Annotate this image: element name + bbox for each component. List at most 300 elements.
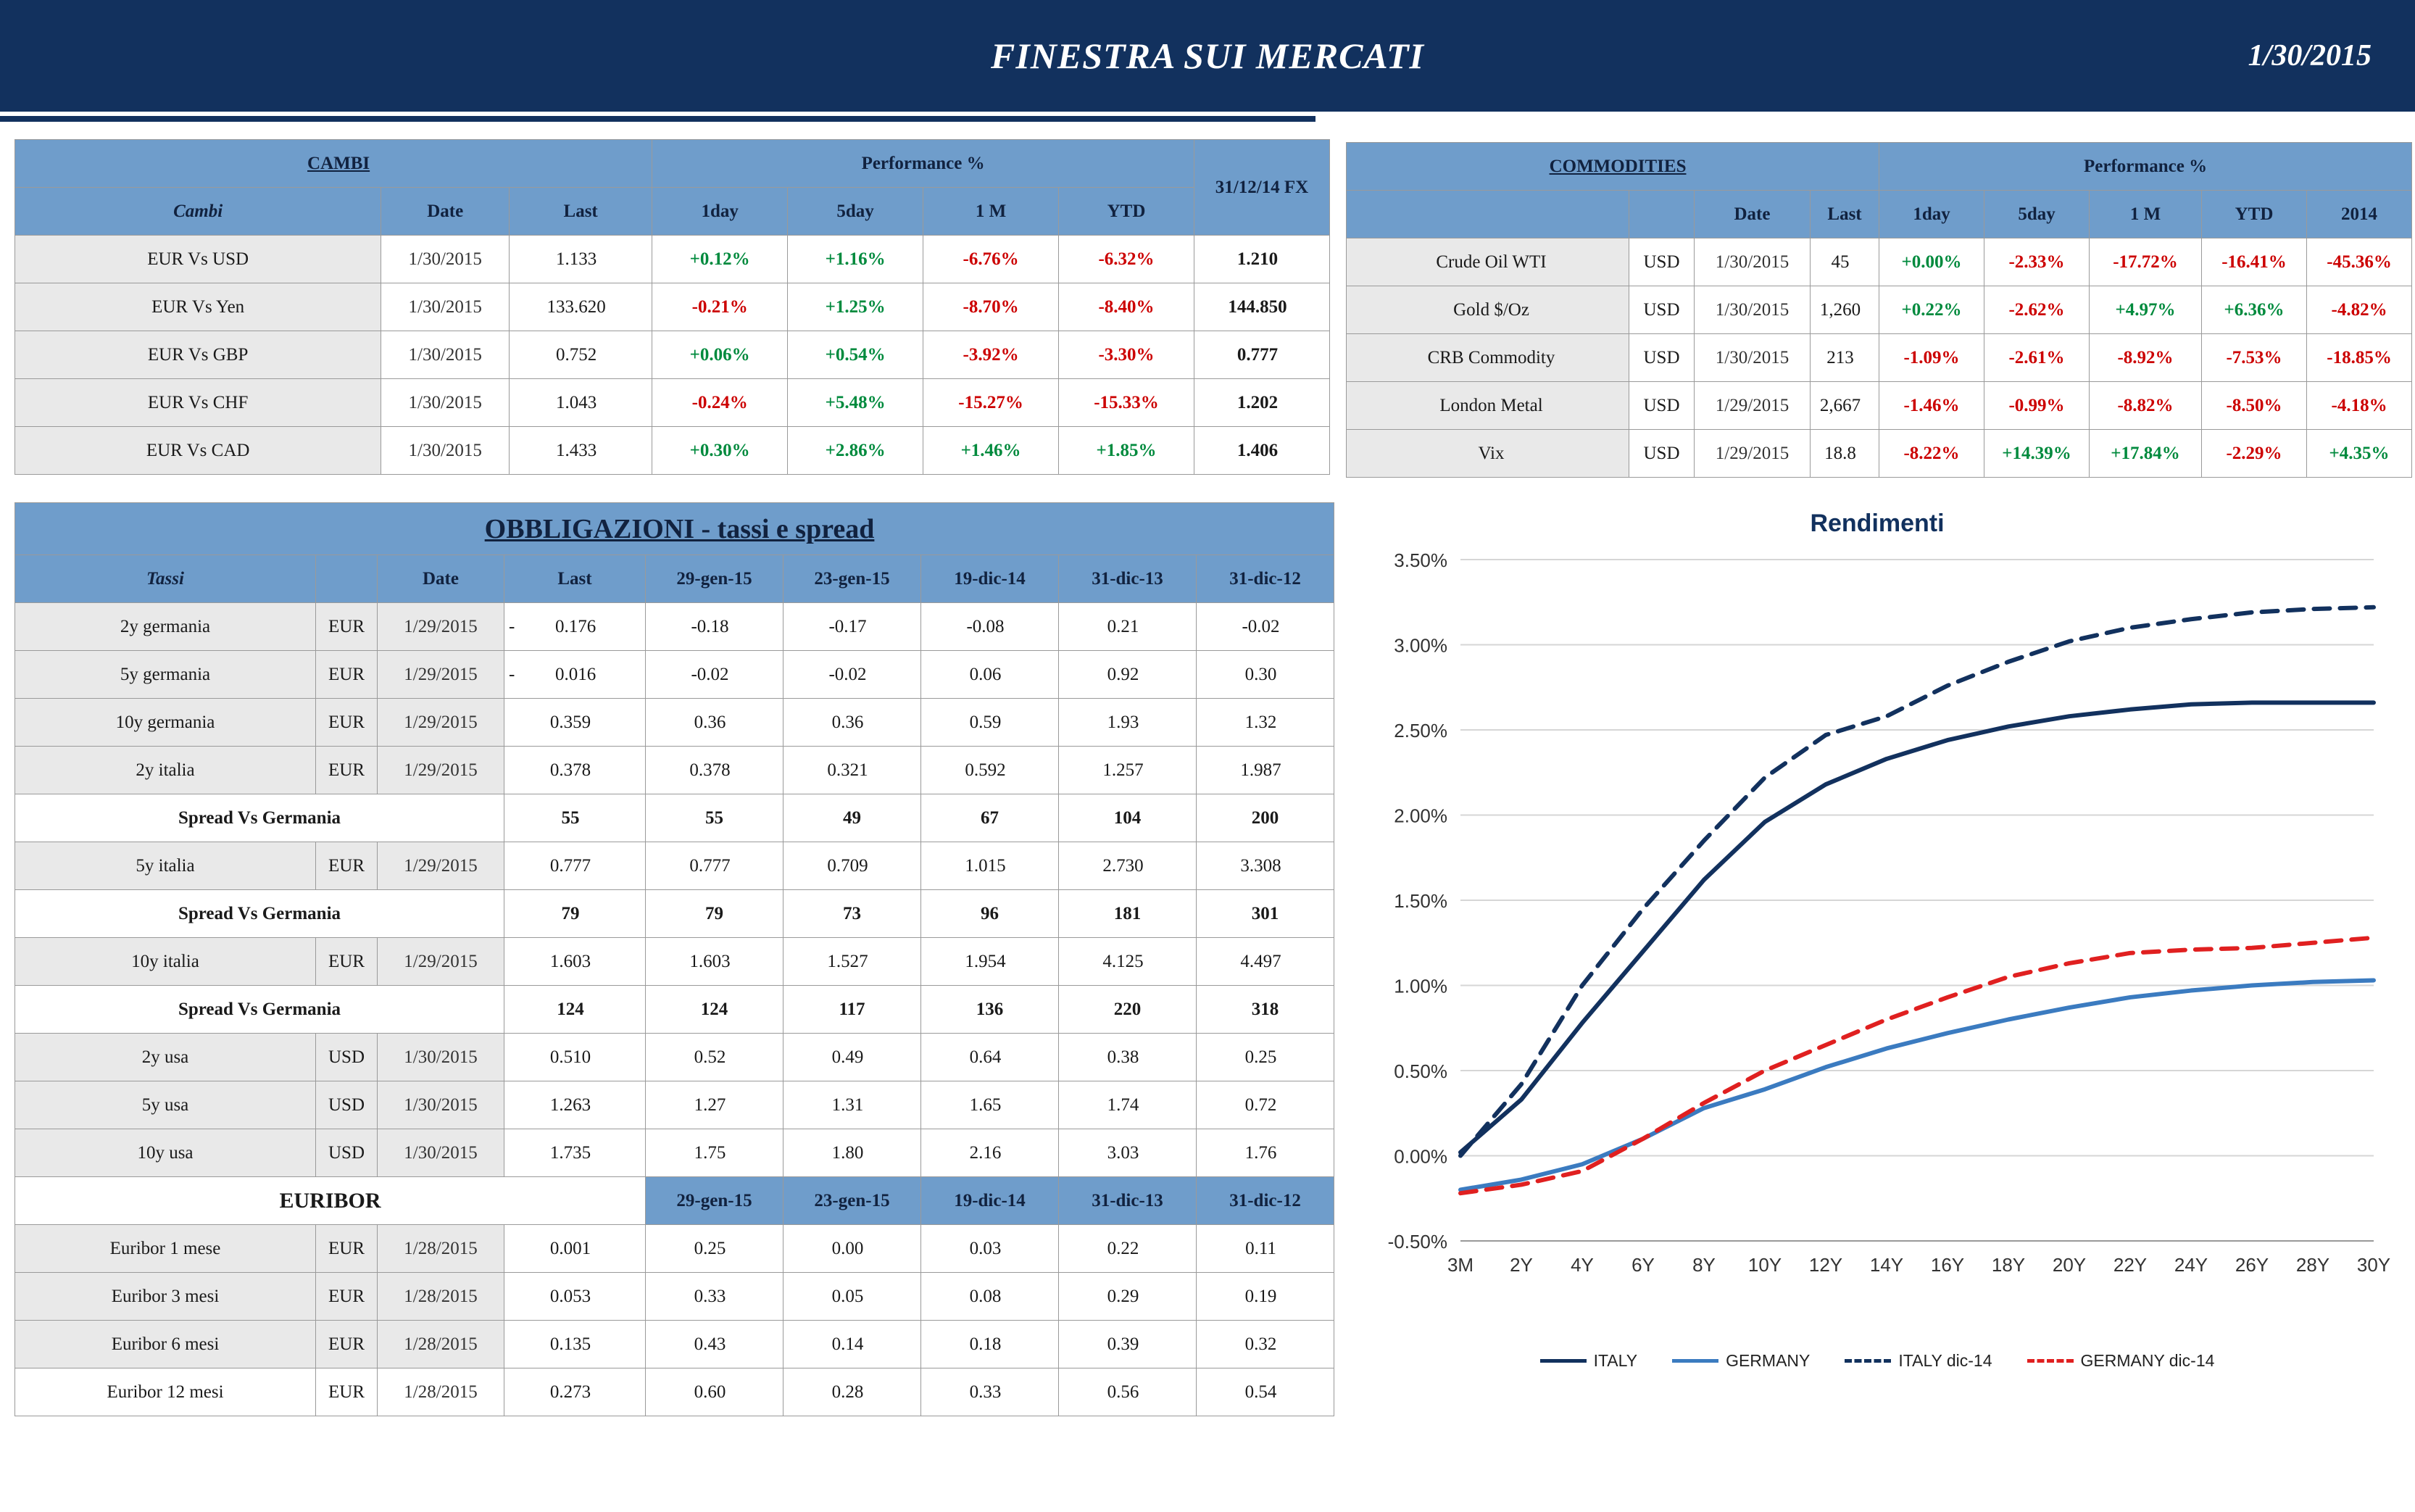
spread-last: 79 <box>504 890 646 938</box>
spread-label: Spread Vs Germania <box>15 986 504 1034</box>
spread-c3: 96 <box>921 890 1059 938</box>
euribor-c5: 0.32 <box>1197 1321 1334 1368</box>
spread-c4: 181 <box>1059 890 1197 938</box>
svg-text:1.00%: 1.00% <box>1394 975 1447 997</box>
euribor-c1: 0.25 <box>646 1225 783 1273</box>
cambi-section <box>14 139 1330 475</box>
cambi-row-name: EUR Vs CAD <box>15 427 381 475</box>
svg-text:2Y: 2Y <box>1510 1254 1533 1276</box>
bond-c2: 1.31 <box>783 1081 921 1129</box>
euribor-ccy: EUR <box>316 1273 378 1321</box>
bond-c5: 1.76 <box>1197 1129 1334 1177</box>
commodity-5day: -2.61% <box>1984 334 2090 382</box>
bond-c3: 1.65 <box>921 1081 1059 1129</box>
cambi-row-ytd: -15.33% <box>1059 379 1194 427</box>
cambi-row-1day: -0.21% <box>652 283 788 331</box>
cambi-row-date: 1/30/2015 <box>381 379 510 427</box>
table-row <box>15 747 1334 794</box>
bond-c4: 0.92 <box>1059 651 1197 699</box>
table-row <box>15 1129 1334 1177</box>
table-row <box>1347 286 2412 334</box>
bond-c2: 0.49 <box>783 1034 921 1081</box>
euribor-c2: 0.05 <box>783 1273 921 1321</box>
euribor-title: EURIBOR <box>15 1177 646 1225</box>
euribor-last: 0.135 <box>504 1321 646 1368</box>
legend-swatch-italy <box>1540 1359 1587 1363</box>
bond-date: 1/29/2015 <box>378 938 504 986</box>
svg-text:0.50%: 0.50% <box>1394 1060 1447 1082</box>
bond-date: 1/29/2015 <box>378 699 504 747</box>
cambi-title: CAMBI <box>15 140 652 188</box>
bond-name: 2y usa <box>15 1034 316 1081</box>
spread-last: 124 <box>504 986 646 1034</box>
legend-swatch-germany-dic14 <box>2027 1359 2074 1363</box>
svg-text:2.50%: 2.50% <box>1394 720 1447 742</box>
euribor-date: 1/28/2015 <box>378 1273 504 1321</box>
spread-c2: 73 <box>783 890 921 938</box>
legend-item-germany-dic14 <box>2027 1351 2215 1371</box>
spread-c5: 200 <box>1197 794 1334 842</box>
bond-ccy: EUR <box>316 603 378 651</box>
table-row <box>15 842 1334 890</box>
cambi-row-date: 1/30/2015 <box>381 236 510 283</box>
spread-c2: 117 <box>783 986 921 1034</box>
legend-label-germany-dic14: GERMANY dic-14 <box>2080 1351 2215 1370</box>
bond-c1: 1.27 <box>646 1081 783 1129</box>
cambi-row-1m: -8.70% <box>923 283 1059 331</box>
cambi-col-name: Cambi <box>15 188 381 236</box>
bond-last: 1.263 <box>504 1081 646 1129</box>
cambi-row-name: EUR Vs GBP <box>15 331 381 379</box>
commodity-last: 213 <box>1811 334 1879 382</box>
cambi-row-1m: -6.76% <box>923 236 1059 283</box>
bond-ccy: EUR <box>316 938 378 986</box>
bond-name: 2y germania <box>15 603 316 651</box>
bond-ccy: EUR <box>316 699 378 747</box>
cambi-performance-header: Performance % <box>652 140 1194 188</box>
euribor-c4: 0.56 <box>1059 1368 1197 1416</box>
table-row-spread <box>15 890 1334 938</box>
euribor-name: Euribor 3 mesi <box>15 1273 316 1321</box>
bond-name: 2y italia <box>15 747 316 794</box>
commodities-section <box>1346 142 2404 478</box>
bond-c1: 0.36 <box>646 699 783 747</box>
table-row-spread <box>15 794 1334 842</box>
bonds-col-date: Date <box>378 555 504 603</box>
cambi-row-5day: +0.54% <box>788 331 923 379</box>
euribor-name: Euribor 1 mese <box>15 1225 316 1273</box>
bond-last-value: 0.176 <box>555 616 597 636</box>
spread-last: 55 <box>504 794 646 842</box>
bond-c5: 3.308 <box>1197 842 1334 890</box>
bond-c5: -0.02 <box>1197 603 1334 651</box>
table-row <box>1347 430 2412 478</box>
euribor-ccy: EUR <box>316 1321 378 1368</box>
commodities-col-5day: 5day <box>1984 191 2090 238</box>
svg-text:28Y: 28Y <box>2295 1254 2330 1276</box>
svg-text:12Y: 12Y <box>1808 1254 1843 1276</box>
spread-c3: 67 <box>921 794 1059 842</box>
svg-text:22Y: 22Y <box>2113 1254 2148 1276</box>
bond-dash: - <box>509 664 515 684</box>
bond-c5: 0.25 <box>1197 1034 1334 1081</box>
bond-name: 5y germania <box>15 651 316 699</box>
euribor-col-c2: 23-gen-15 <box>783 1177 921 1225</box>
legend-label-italy: ITALY <box>1593 1351 1638 1370</box>
cambi-row-5day: +1.16% <box>788 236 923 283</box>
cambi-row-ytd: +1.85% <box>1059 427 1194 475</box>
table-row <box>15 379 1330 427</box>
commodity-date: 1/30/2015 <box>1695 334 1811 382</box>
bond-c1: -0.02 <box>646 651 783 699</box>
legend-label-italy-dic14: ITALY dic-14 <box>1898 1351 1992 1370</box>
commodity-last: 45 <box>1811 238 1879 286</box>
commodity-ytd: -16.41% <box>2202 238 2307 286</box>
table-row <box>1347 334 2412 382</box>
chart-plot-area <box>1352 538 2395 1350</box>
commodity-1m: -8.92% <box>2090 334 2202 382</box>
euribor-c5: 0.11 <box>1197 1225 1334 1273</box>
svg-text:14Y: 14Y <box>1869 1254 1904 1276</box>
euribor-c1: 0.60 <box>646 1368 783 1416</box>
cambi-row-1m: +1.46% <box>923 427 1059 475</box>
bond-last: 0.359 <box>504 699 646 747</box>
bond-c2: -0.17 <box>783 603 921 651</box>
cambi-row-1m: -15.27% <box>923 379 1059 427</box>
bond-c3: 1.954 <box>921 938 1059 986</box>
table-row <box>15 1034 1334 1081</box>
bond-last: 0.510 <box>504 1034 646 1081</box>
commodity-name: Vix <box>1347 430 1629 478</box>
commodity-date: 1/29/2015 <box>1695 430 1811 478</box>
bond-date: 1/29/2015 <box>378 747 504 794</box>
legend-swatch-italy-dic14 <box>1845 1359 1891 1363</box>
bond-c5: 1.32 <box>1197 699 1334 747</box>
bond-last <box>504 603 646 651</box>
commodities-col-2014: 2014 <box>2307 191 2412 238</box>
commodities-col-date: Date <box>1695 191 1811 238</box>
bond-ccy: USD <box>316 1081 378 1129</box>
commodities-col-ytd: YTD <box>2202 191 2307 238</box>
chart-legend <box>1352 1351 2403 1371</box>
cambi-row-date: 1/30/2015 <box>381 331 510 379</box>
svg-text:2.00%: 2.00% <box>1394 805 1447 827</box>
cambi-table <box>14 139 1330 475</box>
commodity-date: 1/30/2015 <box>1695 238 1811 286</box>
bond-c1: 0.52 <box>646 1034 783 1081</box>
bond-c3: 0.64 <box>921 1034 1059 1081</box>
table-row <box>15 283 1330 331</box>
bond-date: 1/30/2015 <box>378 1034 504 1081</box>
cambi-row-1m: -3.92% <box>923 331 1059 379</box>
bond-dash: - <box>509 616 515 636</box>
bond-c5: 0.30 <box>1197 651 1334 699</box>
legend-item-italy-dic14 <box>1845 1351 1992 1371</box>
bond-c4: 1.74 <box>1059 1081 1197 1129</box>
commodity-ytd: +6.36% <box>2202 286 2307 334</box>
cambi-row-1day: -0.24% <box>652 379 788 427</box>
cambi-col-5day: 5day <box>788 188 923 236</box>
commodities-col-last: Last <box>1811 191 1879 238</box>
spread-c1: 55 <box>646 794 783 842</box>
bond-c4: 0.38 <box>1059 1034 1197 1081</box>
euribor-c3: 0.08 <box>921 1273 1059 1321</box>
spread-c5: 301 <box>1197 890 1334 938</box>
euribor-c4: 0.39 <box>1059 1321 1197 1368</box>
svg-text:16Y: 16Y <box>1930 1254 1965 1276</box>
bond-date: 1/30/2015 <box>378 1081 504 1129</box>
bond-c3: -0.08 <box>921 603 1059 651</box>
table-row <box>15 236 1330 283</box>
cambi-col-ytd: YTD <box>1059 188 1194 236</box>
bond-last: 1.603 <box>504 938 646 986</box>
euribor-c1: 0.43 <box>646 1321 783 1368</box>
bonds-col-c2: 23-gen-15 <box>783 555 921 603</box>
cambi-row-fx: 1.202 <box>1194 379 1330 427</box>
cambi-row-name: EUR Vs USD <box>15 236 381 283</box>
spread-c3: 136 <box>921 986 1059 1034</box>
svg-text:3.00%: 3.00% <box>1394 634 1447 657</box>
commodity-ccy: USD <box>1629 430 1695 478</box>
svg-text:-0.50%: -0.50% <box>1387 1231 1447 1253</box>
bond-ccy: EUR <box>316 651 378 699</box>
bond-ccy: EUR <box>316 842 378 890</box>
commodity-2014: -4.82% <box>2307 286 2412 334</box>
commodities-col-ccy <box>1629 191 1695 238</box>
cambi-row-last: 1.433 <box>510 427 652 475</box>
table-row <box>15 603 1334 651</box>
commodity-1m: -17.72% <box>2090 238 2202 286</box>
spread-c2: 49 <box>783 794 921 842</box>
bonds-col-ccy <box>316 555 378 603</box>
svg-text:18Y: 18Y <box>1991 1254 2026 1276</box>
bond-c5: 1.987 <box>1197 747 1334 794</box>
cambi-row-fx: 1.210 <box>1194 236 1330 283</box>
bond-c1: 1.75 <box>646 1129 783 1177</box>
euribor-c4: 0.22 <box>1059 1225 1197 1273</box>
bond-name: 10y usa <box>15 1129 316 1177</box>
bond-date: 1/29/2015 <box>378 651 504 699</box>
svg-text:24Y: 24Y <box>2174 1254 2208 1276</box>
cambi-row-fx: 0.777 <box>1194 331 1330 379</box>
commodity-1day: -8.22% <box>1879 430 1984 478</box>
euribor-last: 0.053 <box>504 1273 646 1321</box>
bond-c3: 2.16 <box>921 1129 1059 1177</box>
bond-c4: 3.03 <box>1059 1129 1197 1177</box>
commodity-name: Crude Oil WTI <box>1347 238 1629 286</box>
spread-label: Spread Vs Germania <box>15 794 504 842</box>
bond-c4: 1.257 <box>1059 747 1197 794</box>
bond-c4: 1.93 <box>1059 699 1197 747</box>
bond-c3: 0.592 <box>921 747 1059 794</box>
commodity-1day: -1.46% <box>1879 382 1984 430</box>
commodity-name: Gold $/Oz <box>1347 286 1629 334</box>
table-row <box>1347 238 2412 286</box>
bond-last <box>504 651 646 699</box>
table-row <box>15 1273 1334 1321</box>
euribor-date: 1/28/2015 <box>378 1368 504 1416</box>
cambi-row-fx: 1.406 <box>1194 427 1330 475</box>
euribor-date: 1/28/2015 <box>378 1225 504 1273</box>
cambi-col-fx: 31/12/14 FX <box>1194 140 1330 236</box>
commodities-col-1m: 1 M <box>2090 191 2202 238</box>
commodity-5day: +14.39% <box>1984 430 2090 478</box>
spread-c4: 104 <box>1059 794 1197 842</box>
commodity-name: CRB Commodity <box>1347 334 1629 382</box>
bond-date: 1/29/2015 <box>378 842 504 890</box>
commodity-ccy: USD <box>1629 334 1695 382</box>
bond-c2: 0.36 <box>783 699 921 747</box>
bonds-col-c1: 29-gen-15 <box>646 555 783 603</box>
commodity-1m: +17.84% <box>2090 430 2202 478</box>
euribor-date: 1/28/2015 <box>378 1321 504 1368</box>
bonds-table <box>14 502 1334 1416</box>
svg-text:10Y: 10Y <box>1747 1254 1782 1276</box>
commodity-ytd: -7.53% <box>2202 334 2307 382</box>
cambi-row-1day: +0.06% <box>652 331 788 379</box>
bond-ccy: USD <box>316 1034 378 1081</box>
commodity-2014: -18.85% <box>2307 334 2412 382</box>
bond-last: 1.735 <box>504 1129 646 1177</box>
commodity-1day: -1.09% <box>1879 334 1984 382</box>
cambi-row-name: EUR Vs CHF <box>15 379 381 427</box>
euribor-c2: 0.14 <box>783 1321 921 1368</box>
commodity-ytd: -8.50% <box>2202 382 2307 430</box>
commodity-1m: -8.82% <box>2090 382 2202 430</box>
svg-text:0.00%: 0.00% <box>1394 1145 1447 1168</box>
euribor-c3: 0.03 <box>921 1225 1059 1273</box>
bond-c1: 0.378 <box>646 747 783 794</box>
cambi-row-fx: 144.850 <box>1194 283 1330 331</box>
cambi-row-ytd: -6.32% <box>1059 236 1194 283</box>
page-title: FINESTRA SUI MERCATI <box>990 36 1425 76</box>
chart-svg <box>1352 538 2395 1321</box>
euribor-c1: 0.33 <box>646 1273 783 1321</box>
bonds-col-c4: 31-dic-13 <box>1059 555 1197 603</box>
commodity-1m: +4.97% <box>2090 286 2202 334</box>
legend-label-germany: GERMANY <box>1726 1351 1811 1370</box>
euribor-col-c3: 19-dic-14 <box>921 1177 1059 1225</box>
bond-c1: 1.603 <box>646 938 783 986</box>
cambi-col-date: Date <box>381 188 510 236</box>
table-row <box>15 1321 1334 1368</box>
bond-last: 0.777 <box>504 842 646 890</box>
spread-c1: 79 <box>646 890 783 938</box>
bond-c3: 1.015 <box>921 842 1059 890</box>
svg-text:20Y: 20Y <box>2052 1254 2087 1276</box>
header-underline <box>0 116 1315 122</box>
table-row <box>15 1368 1334 1416</box>
euribor-name: Euribor 12 mesi <box>15 1368 316 1416</box>
bond-c4: 0.21 <box>1059 603 1197 651</box>
bond-c3: 0.06 <box>921 651 1059 699</box>
svg-text:26Y: 26Y <box>2235 1254 2269 1276</box>
cambi-row-5day: +2.86% <box>788 427 923 475</box>
cambi-row-date: 1/30/2015 <box>381 427 510 475</box>
bond-last-value: 0.016 <box>555 664 597 684</box>
commodity-ccy: USD <box>1629 286 1695 334</box>
euribor-c5: 0.19 <box>1197 1273 1334 1321</box>
commodity-name: London Metal <box>1347 382 1629 430</box>
bonds-col-c5: 31-dic-12 <box>1197 555 1334 603</box>
commodities-col-1day: 1day <box>1879 191 1984 238</box>
svg-text:1.50%: 1.50% <box>1394 890 1447 912</box>
cambi-col-last: Last <box>510 188 652 236</box>
bond-c4: 4.125 <box>1059 938 1197 986</box>
euribor-c3: 0.33 <box>921 1368 1059 1416</box>
cambi-row-5day: +1.25% <box>788 283 923 331</box>
commodity-ccy: USD <box>1629 382 1695 430</box>
commodities-col-name <box>1347 191 1629 238</box>
cambi-row-ytd: -8.40% <box>1059 283 1194 331</box>
cambi-row-5day: +5.48% <box>788 379 923 427</box>
euribor-col-c5: 31-dic-12 <box>1197 1177 1334 1225</box>
svg-text:30Y: 30Y <box>2356 1254 2391 1276</box>
commodity-ytd: -2.29% <box>2202 430 2307 478</box>
spread-label: Spread Vs Germania <box>15 890 504 938</box>
spread-c4: 220 <box>1059 986 1197 1034</box>
euribor-ccy: EUR <box>316 1368 378 1416</box>
table-row <box>15 331 1330 379</box>
cambi-row-last: 133.620 <box>510 283 652 331</box>
commodity-ccy: USD <box>1629 238 1695 286</box>
bond-ccy: EUR <box>316 747 378 794</box>
svg-text:3M: 3M <box>1447 1254 1474 1276</box>
bonds-title: OBBLIGAZIONI - tassi e spread <box>15 503 1334 555</box>
bond-name: 5y italia <box>15 842 316 890</box>
table-row <box>15 699 1334 747</box>
cambi-row-1day: +0.12% <box>652 236 788 283</box>
bond-date: 1/30/2015 <box>378 1129 504 1177</box>
commodity-1day: +0.22% <box>1879 286 1984 334</box>
euribor-c4: 0.29 <box>1059 1273 1197 1321</box>
svg-text:8Y: 8Y <box>1692 1254 1716 1276</box>
commodity-last: 1,260 <box>1811 286 1879 334</box>
table-row <box>15 1225 1334 1273</box>
bond-c2: -0.02 <box>783 651 921 699</box>
euribor-last: 0.001 <box>504 1225 646 1273</box>
table-row <box>15 651 1334 699</box>
bond-last: 0.378 <box>504 747 646 794</box>
legend-swatch-germany <box>1672 1359 1718 1363</box>
euribor-col-c1: 29-gen-15 <box>646 1177 783 1225</box>
svg-text:3.50%: 3.50% <box>1394 549 1447 571</box>
commodity-last: 2,667 <box>1811 382 1879 430</box>
commodities-title: COMMODITIES <box>1347 143 1879 191</box>
bond-c2: 0.321 <box>783 747 921 794</box>
commodities-table <box>1346 142 2412 478</box>
euribor-last: 0.273 <box>504 1368 646 1416</box>
cambi-row-last: 1.133 <box>510 236 652 283</box>
bond-date: 1/29/2015 <box>378 603 504 651</box>
spread-c5: 318 <box>1197 986 1334 1034</box>
commodity-2014: +4.35% <box>2307 430 2412 478</box>
bond-name: 10y germania <box>15 699 316 747</box>
bonds-col-name: Tassi <box>15 555 316 603</box>
report-date: 1/30/2015 <box>2248 39 2372 72</box>
euribor-ccy: EUR <box>316 1225 378 1273</box>
bond-c1: 0.777 <box>646 842 783 890</box>
table-row <box>1347 382 2412 430</box>
legend-item-germany <box>1672 1351 1810 1371</box>
commodity-2014: -4.18% <box>2307 382 2412 430</box>
commodity-date: 1/29/2015 <box>1695 382 1811 430</box>
cambi-row-1day: +0.30% <box>652 427 788 475</box>
euribor-name: Euribor 6 mesi <box>15 1321 316 1368</box>
cambi-row-last: 0.752 <box>510 331 652 379</box>
page-header <box>0 0 2415 116</box>
svg-text:6Y: 6Y <box>1632 1254 1655 1276</box>
